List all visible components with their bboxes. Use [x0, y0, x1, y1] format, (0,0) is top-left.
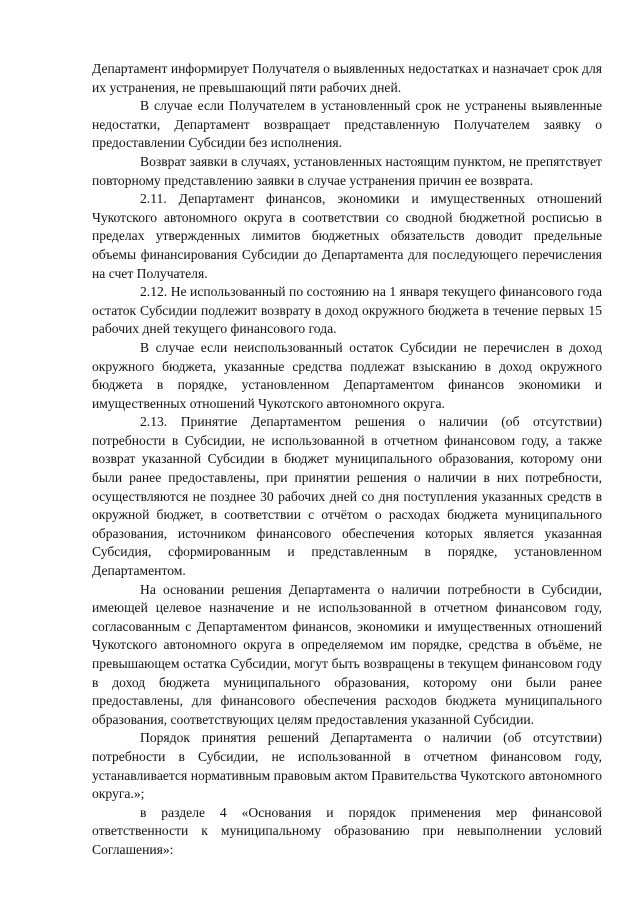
paragraph-return-without-execution: В случае если Получателем в установленный срок не устранены выявленные недостатки, Департамент возвращает представленную Получателем заявку о предоставлении Субсидии без исполнения. — [92, 98, 602, 151]
paragraph-resubmission: Возврат заявки в случаях, установленных настоящим пунктом, не препятствует повторному представлению заявки в случае устранения причин ее возврата. — [92, 153, 602, 188]
paragraph-section-4: в разделе 4 «Основания и порядок применения мер финансовой ответственности к муниципальному образованию при невыполнении условий Соглашения»: — [92, 804, 602, 857]
document-page — [92, 60, 602, 860]
paragraph-recovery: В случае если неиспользованный остаток Субсидии не перечислен в доход окружного бюджета, указанные средства подлежат взысканию в доход окружного бюджета в порядке, установленном Департаментом финансов экономики и имущественных отношений Чукотского автономного округа. — [92, 339, 602, 411]
paragraph-2-12: 2.12. Не использованный по состоянию на 1 января текущего финансового года остаток Субсидии подлежит возврату в доход окружного бюджета в течение первых 15 рабочих дней текущего финансового года. — [92, 284, 602, 337]
paragraph-continuation: Департамент информирует Получателя о выявленных недостатках и назначает срок для их устранения, не превышающий пяти рабочих дней. — [92, 61, 602, 95]
paragraph-2-13: 2.13. Принятие Департаментом решения о наличии (об отсутствии) потребности в Субсидии, не использованной в отчетном финансовом году, а также возврат указанной Субсидии в бюджет муниципального образования, которому они были ранее предоставлены, при принятии решения о наличии в них потребности, осуществляются не позднее 30 рабочих дней со дня поступления указанных средств в окружной бюджет, в соответствии с отчётом о расходах бюджета муниципального образования, источником финансового обеспечения которых является указанная Субсидия, сформированным и представленным в порядке, установленном Департаментом. — [92, 414, 602, 579]
paragraph-2-11: 2.11. Департамент финансов, экономики и имущественных отношений Чукотского автономного округа в соответствии со сводной бюджетной росписью в пределах утвержденных лимитов бюджетных обязательств доводит предельные объемы финансирования Субсидии до Департамента для последующего перечисления на счет Получателя. — [92, 191, 602, 281]
paragraph-decision-basis: На основании решения Департамента о наличии потребности в Субсидии, имеющей целевое назначение и не использованной в отчетном финансовом году, согласованным с Департаментом финансов, экономики и имущественных отношений Чукотского автономного округа в определяемом им порядке, средства в объёме, не превышающем остатка Субсидии, могут быть возвращены в текущем финансовом году в доход бюджета муниципального образования, которому они были ранее предоставлены, для финансового обеспечения расходов бюджета муниципального образования, соответствующих целям предоставления указанной Субсидии. — [92, 581, 602, 727]
paragraph-decision-procedure: Порядок принятия решений Департамента о наличии (об отсутствии) потребности в Субсидии, не использованной в отчетном финансовом году, устанавливается нормативным правовым актом Правительства Чукотского автономного округа.»; — [92, 730, 602, 802]
